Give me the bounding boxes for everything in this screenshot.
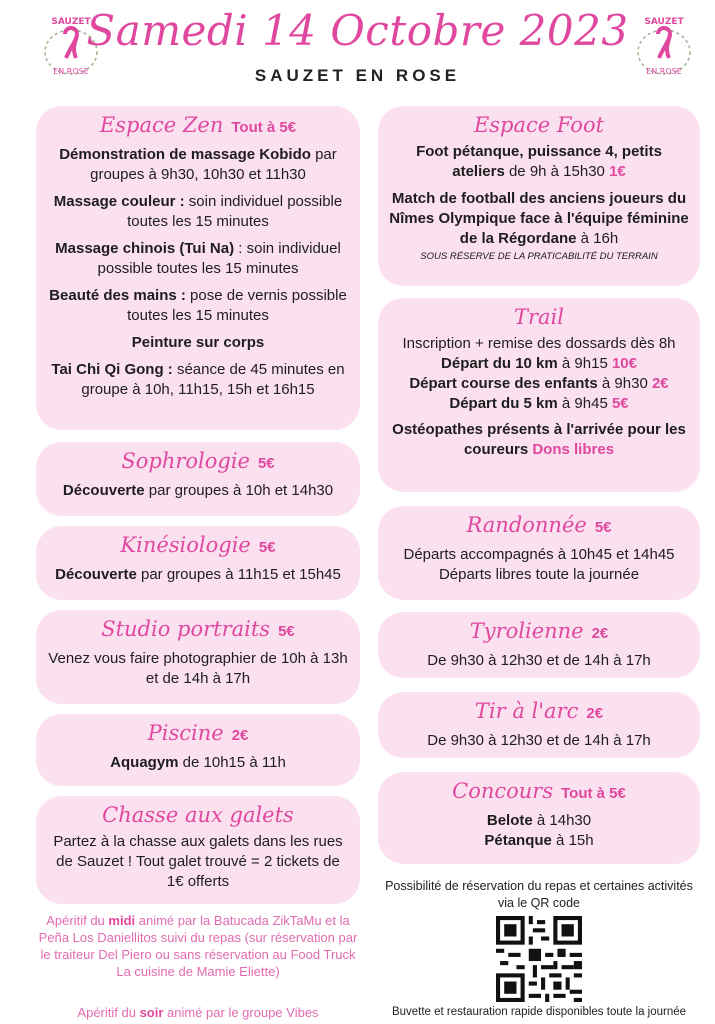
ribbon-logo-left bbox=[30, 12, 112, 80]
logo-text-top: SAUZET bbox=[51, 17, 91, 27]
activity-line: Venez vous faire photographier de 10h à 13h et de 14h à 17h bbox=[48, 650, 348, 687]
tyrolienne-box bbox=[378, 612, 700, 678]
price-badge: 1€ bbox=[609, 163, 626, 180]
buvette-text: Buvette et restauration rapide disponibles toute la journée bbox=[391, 1006, 687, 1018]
box-title: Piscine 2€ bbox=[147, 721, 249, 745]
price-badge: 5€ bbox=[257, 455, 275, 472]
activity-line: Massage chinois (Tui Na) : soin individuel possible toutes les 15 minutes bbox=[55, 240, 341, 277]
kinesiologie-box bbox=[36, 526, 360, 600]
chasse-aux-galets-box bbox=[36, 796, 360, 904]
box-title: Kinésiologie 5€ bbox=[120, 533, 276, 557]
activity-line: Départ du 10 km à 9h15 10€ bbox=[441, 355, 637, 372]
activity-line: Match de football des anciens joueurs du Nîmes Olympique face à l'équipe féminine de la Régordane à 16h bbox=[389, 190, 689, 247]
price-badge: 5€ bbox=[594, 519, 612, 536]
activity-line: De 9h30 à 12h30 et de 14h à 17h bbox=[427, 652, 651, 669]
box-title: Chasse aux galets bbox=[102, 803, 294, 827]
page-subtitle: SAUZET EN ROSE bbox=[254, 66, 461, 85]
logo-text-bottom: EN ROSE bbox=[646, 67, 682, 76]
logo-text-top: SAUZET bbox=[644, 17, 684, 27]
box-title: Espace Zen Tout à 5€ bbox=[99, 113, 297, 137]
aperitif-soir-note: Apéritif du soir animé par le groupe Vibes bbox=[77, 1005, 319, 1020]
activity-line: Partez à la chasse aux galets dans les rues de Sauzet ! Tout galet trouvé = 2 tickets de 1€ offerts bbox=[53, 833, 343, 890]
activity-line: Découverte par groupes à 11h15 et 15h45 bbox=[55, 566, 341, 583]
activity-line: Départ du 5 km à 9h45 5€ bbox=[449, 395, 629, 412]
espace-foot-box bbox=[378, 106, 700, 286]
reserve-note: SOUS RÉSERVE DE LA PRATICABILITÉ DU TERRAIN bbox=[420, 251, 658, 262]
activity-line: Beauté des mains : pose de vernis possible toutes les 15 minutes bbox=[49, 287, 347, 324]
box-title: Studio portraits 5€ bbox=[101, 617, 295, 641]
box-title: Espace Foot bbox=[473, 113, 605, 137]
studio-portraits-box bbox=[36, 610, 360, 704]
activity-line: Massage couleur : soin individuel possible toutes les 15 minutes bbox=[53, 193, 343, 230]
box-title: Tir à l'arc 2€ bbox=[474, 699, 604, 723]
logo-text-bottom: EN ROSE bbox=[53, 67, 89, 76]
qr-reservation-text: Possibilité de réservation du repas et certaines activités via le QR code bbox=[385, 879, 693, 910]
concours-box bbox=[378, 772, 700, 864]
price-badge: 2€ bbox=[231, 727, 249, 744]
activity-line: Inscription + remise des dossards dès 8h bbox=[402, 335, 676, 352]
trail-box bbox=[378, 298, 700, 492]
box-title: Tyrolienne 2€ bbox=[469, 619, 609, 643]
tir-a-l-arc-box bbox=[378, 692, 700, 758]
price-badge: 5€ bbox=[258, 539, 276, 556]
activity-line: De 9h30 à 12h30 et de 14h à 17h bbox=[427, 732, 651, 749]
price-badge: 5€ bbox=[611, 395, 629, 412]
activity-line: Foot pétanque, puissance 4, petits ateliers de 9h à 15h30 1€ bbox=[416, 143, 662, 180]
page-title: Samedi 14 Octobre 2023 bbox=[86, 6, 629, 55]
price-badge: Tout à 5€ bbox=[561, 785, 626, 802]
price-badge: Dons libres bbox=[532, 441, 615, 458]
activity-line: Tai Chi Qi Gong : séance de 45 minutes en groupe à 10h, 11h15, 15h et 16h15 bbox=[51, 361, 345, 398]
activity-line: Peinture sur corps bbox=[131, 334, 265, 351]
activity-line: Belote à 14h30 bbox=[486, 812, 592, 829]
activity-line: Démonstration de massage Kobido par groupes à 9h30, 10h30 et 11h30 bbox=[59, 146, 337, 183]
box-title: Randonnée 5€ bbox=[466, 513, 612, 537]
price-badge: 2€ bbox=[651, 375, 669, 392]
activity-line: Aquagym de 10h15 à 11h bbox=[110, 754, 286, 771]
qr-code-icon[interactable] bbox=[496, 916, 582, 1002]
sophrologie-box bbox=[36, 442, 360, 516]
ribbon-logo-right bbox=[623, 12, 705, 80]
price-badge: Tout à 5€ bbox=[231, 119, 297, 136]
box-title: Sophrologie 5€ bbox=[121, 449, 275, 473]
activity-line: Départ course des enfants à 9h30 2€ bbox=[409, 375, 669, 392]
box-title: Trail bbox=[514, 305, 564, 329]
aperitif-midi-note: Apéritif du midi animé par la Batucada ZikTaMu et la Peña Los Daniellitos suivi du repas (sur réservation par le traiteur Del Piero ou sans réservation au Food Truck La cuisine de Mamie Eliette) bbox=[38, 913, 358, 979]
piscine-box bbox=[36, 714, 360, 786]
price-badge: 2€ bbox=[586, 705, 604, 722]
price-badge: 2€ bbox=[591, 625, 609, 642]
activity-line: Pétanque à 15h bbox=[484, 832, 594, 849]
activity-line: Ostéopathes présents à l'arrivée pour les coureurs Dons libres bbox=[392, 421, 686, 458]
activity-line: Découverte par groupes à 10h et 14h30 bbox=[62, 482, 334, 499]
activity-line: Départs libres toute la journée bbox=[438, 566, 640, 583]
box-title: Concours Tout à 5€ bbox=[452, 779, 626, 803]
randonnee-box bbox=[378, 506, 700, 600]
price-badge: 10€ bbox=[611, 355, 637, 372]
espace-zen-box bbox=[36, 106, 360, 430]
activity-line: Départs accompagnés à 10h45 et 14h45 bbox=[403, 546, 675, 563]
price-badge: 5€ bbox=[278, 623, 295, 640]
